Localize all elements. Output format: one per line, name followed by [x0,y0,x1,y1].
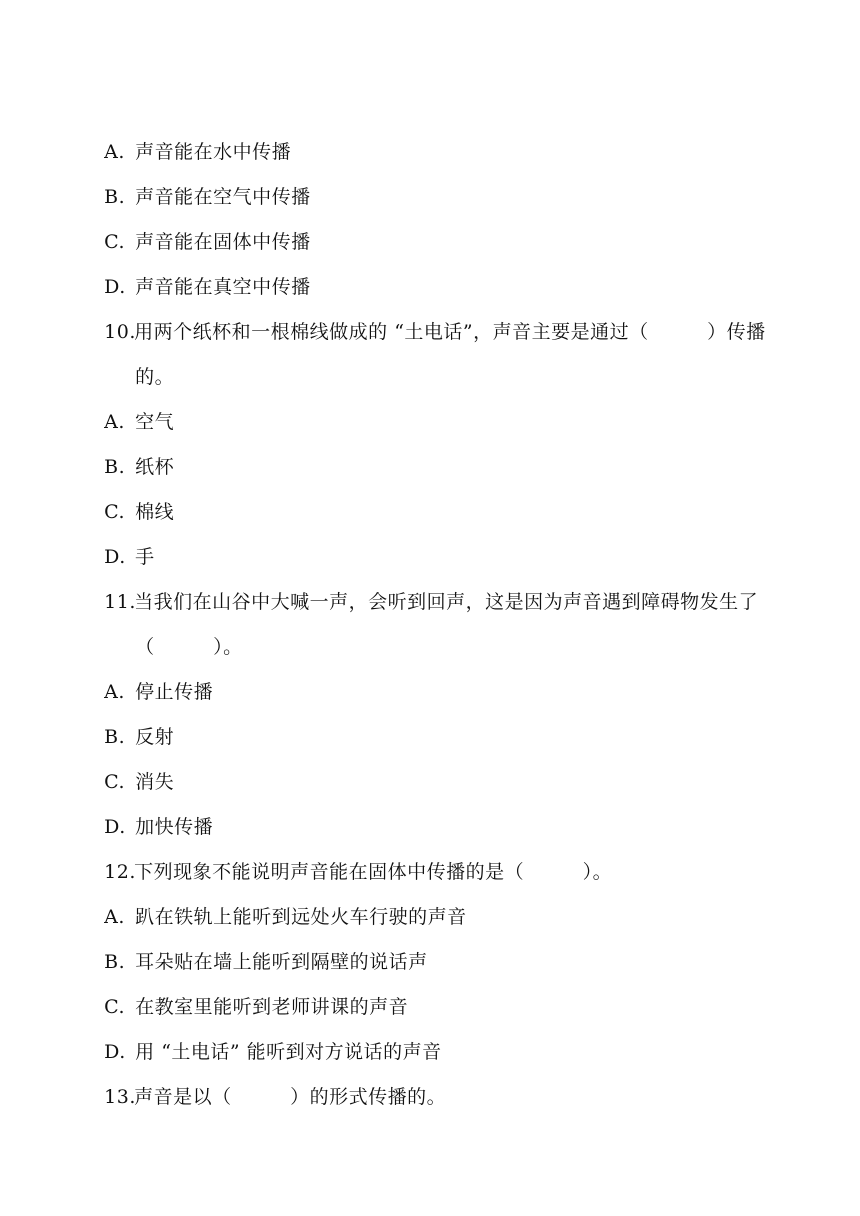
option-text: 手 [135,546,155,568]
option-letter: C. [104,501,126,523]
option-letter: B. [104,726,126,748]
option-letter: B. [104,186,126,208]
option-text: 反射 [135,726,175,748]
option-text: 停止传播 [135,681,214,703]
option-text: 声音能在水中传播 [135,141,292,163]
option-letter: A. [104,411,125,433]
option-letter: B. [104,951,126,973]
option-letter: D. [104,546,126,568]
q10-stem [78,296,766,368]
option-text: 用 “土电话” 能听到对方说话的声音 [135,1041,442,1063]
option-text: 声音能在固体中传播 [135,231,311,253]
question-stem-line1: 声音是以（ ）的形式传播的。 [134,1086,447,1108]
question-stem-line2: （ ）。 [135,636,243,658]
question-number: 12. [104,861,136,883]
option-letter: D. [104,1041,126,1063]
question-stem-line1: 用两个纸杯和一根棉线做成的 “土电话”，声音主要是通过（ ）传播 [134,321,766,343]
question-number: 13. [104,1086,136,1108]
option-text: 在教室里能听到老师讲课的声音 [135,996,409,1018]
option-text: 空气 [135,411,175,433]
option-letter: D. [104,816,126,838]
q13-stem [78,1061,446,1133]
option-letter: C. [104,231,126,253]
question-number: 11. [104,591,136,613]
option-text: 声音能在空气中传播 [135,186,311,208]
question-number: 10. [104,321,136,343]
option-text: 趴在铁轨上能听到远处火车行驶的声音 [135,906,467,928]
question-stem-line1: 下列现象不能说明声音能在固体中传播的是（ ）。 [134,861,613,883]
question-stem-line2: 的。 [135,366,175,388]
option-text: 耳朵贴在墙上能听到隔壁的说话声 [135,951,428,973]
option-text: 声音能在真空中传播 [135,276,311,298]
option-text: 加快传播 [135,816,214,838]
option-letter: D. [104,276,126,298]
option-letter: B. [104,456,126,478]
question-stem-line1: 当我们在山谷中大喊一声，会听到回声，这是因为声音遇到障碍物发生了 [134,591,759,613]
option-letter: A. [104,681,125,703]
option-text: 消失 [135,771,175,793]
option-text: 棉线 [135,501,175,523]
option-letter: A. [104,906,125,928]
option-letter: A. [104,141,125,163]
option-letter: C. [104,771,126,793]
option-letter: C. [104,996,126,1018]
option-text: 纸杯 [135,456,175,478]
